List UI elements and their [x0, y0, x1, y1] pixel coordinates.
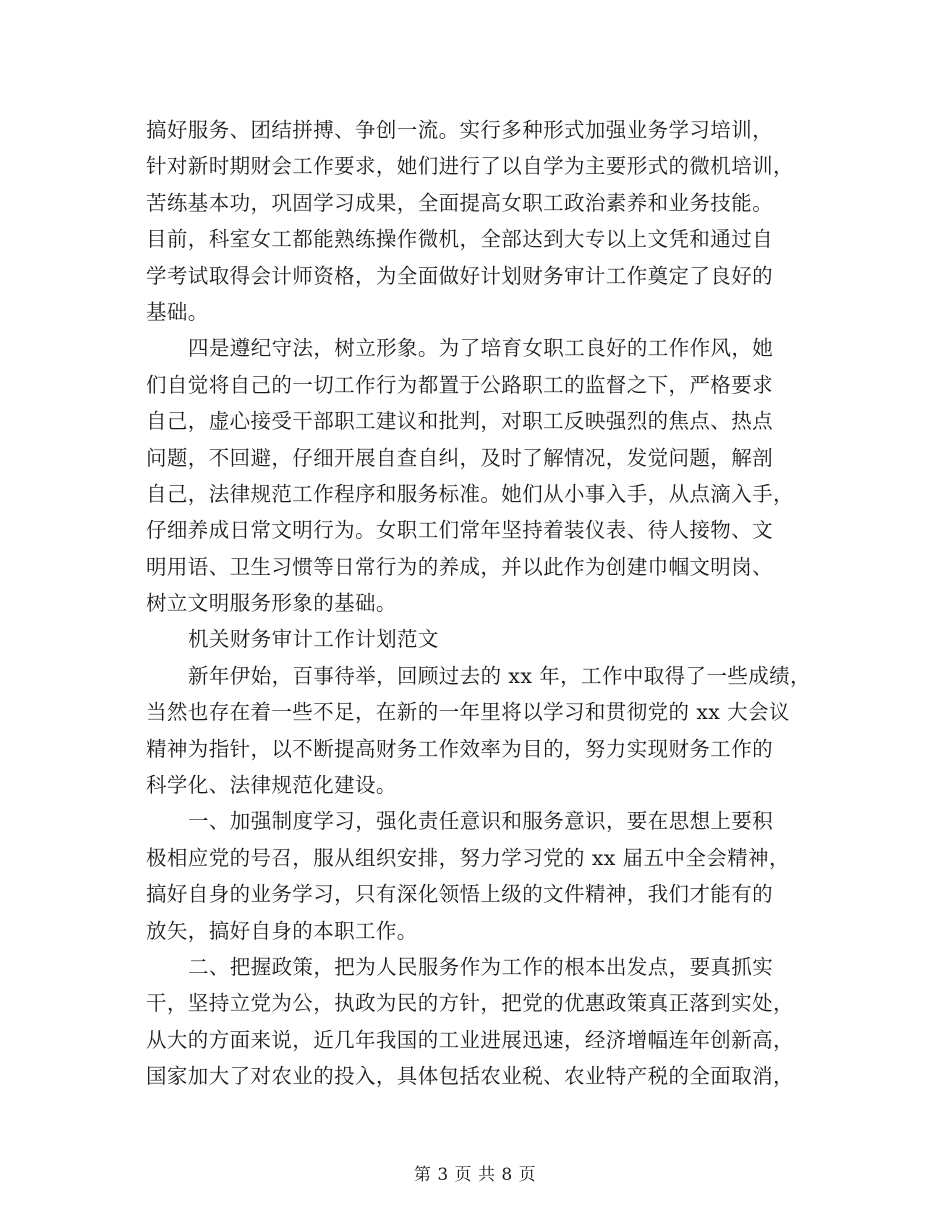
text-line: 学考试取得会计师资格，为全面做好计划财务审计工作奠定了良好的 [146, 263, 773, 288]
page-number-footer: 第 3 页 共 8 页 [413, 1165, 537, 1185]
paragraph [146, 803, 826, 949]
text-line: 搞好自身的业务学习，只有深化领悟上级的文件精神，我们才能有的 [146, 882, 773, 907]
text-line: 针对新时期财会工作要求，她们进行了以自学为主要形式的微机培训， [146, 154, 794, 179]
text-line: 仔细养成日常文明行为。女职工们常年坚持着装仪表、待人接物、文 [146, 518, 773, 543]
paragraph [146, 949, 826, 1095]
text-line: 从大的方面来说，近几年我国的工业进展迅速，经济增幅连年创新高， [146, 1027, 794, 1052]
text-line: 明用语、卫生习惯等日常行为的养成，并以此作为创建巾帼文明岗、 [146, 554, 773, 579]
text-line: 一、加强制度学习，强化责任意识和服务意识，要在思想上要积 [188, 809, 774, 834]
text-line: 搞好服务、团结拼搏、争创一流。实行多种形式加强业务学习培训， [146, 118, 773, 142]
text-line: 二、把握政策，把为人民服务作为工作的根本出发点，要真抓实 [188, 954, 774, 979]
paragraph [146, 658, 826, 804]
text-line: 国家加大了对农业的投入，具体包括农业税、农业特产税的全面取消， [146, 1064, 794, 1089]
heading-line: 机关财务审计工作计划范文 [188, 627, 439, 652]
paragraph [146, 112, 826, 330]
text-line: 目前，科室女工都能熟练操作微机，全部达到大专以上文凭和通过自 [146, 227, 773, 252]
text-line: 极相应党的号召，服从组织安排，努力学习党的 xx 届五中全会精神， [146, 845, 790, 870]
text-line: 新年伊始，百事待举，回顾过去的 xx 年，工作中取得了一些成绩， [188, 663, 811, 688]
text-line: 基础。 [146, 299, 209, 324]
text-line: 干，坚持立党为公，执政为民的方针，把党的优惠政策真正落到实处， [146, 991, 794, 1016]
section-heading [146, 621, 826, 657]
text-line: 苦练基本功，巩固学习成果，全面提高女职工政治素养和业务技能。 [146, 190, 773, 215]
document-body [146, 112, 826, 1095]
text-line: 四是遵纪守法，树立形象。为了培育女职工良好的工作作风，她 [188, 336, 774, 361]
text-line: 自己，虚心接受干部职工建议和批判，对职工反映强烈的焦点、热点 [146, 409, 773, 434]
text-line: 树立文明服务形象的基础。 [146, 591, 397, 616]
text-line: 问题，不回避，仔细开展自查自纠，及时了解情况，发觉问题，解剖 [146, 445, 773, 470]
text-line: 当然也存在着一些不足，在新的一年里将以学习和贯彻党的 xx 大会议 [146, 700, 790, 725]
text-line: 放矢，搞好自身的本职工作。 [146, 918, 418, 943]
text-line: 自己，法律规范工作程序和服务标准。她们从小事入手，从点滴入手， [146, 481, 794, 506]
text-line: 们自觉将自己的一切工作行为都置于公路职工的监督之下，严格要求 [146, 372, 773, 397]
text-line: 精神为指针，以不断提高财务工作效率为目的，努力实现财务工作的 [146, 736, 773, 761]
text-line: 科学化、法律规范化建设。 [146, 773, 397, 798]
paragraph [146, 330, 826, 621]
